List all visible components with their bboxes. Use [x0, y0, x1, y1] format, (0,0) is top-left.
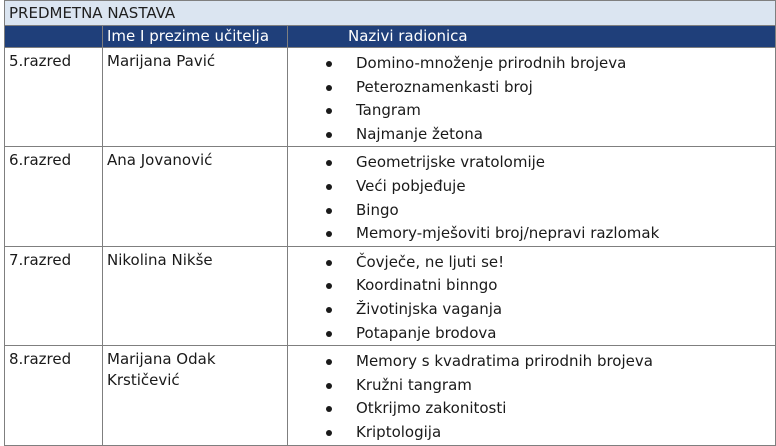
bullet-icon — [326, 208, 332, 214]
workshop-name: Potapanje brodova — [356, 323, 497, 342]
header-grade — [5, 26, 103, 48]
workshop-name: Otkrijmo zakonitosti — [356, 399, 507, 418]
bullet-icon — [326, 307, 332, 313]
list-item — [288, 274, 775, 298]
bullet-icon — [326, 283, 332, 289]
workshop-name: Koordinatni binngo — [356, 276, 498, 295]
teacher-cell: Ana Jovanović — [103, 147, 288, 246]
title-row — [5, 1, 776, 26]
list-item — [288, 175, 775, 199]
workshop-name: Memory s kvadratima prirodnih brojeva — [356, 352, 653, 371]
list-item — [288, 421, 775, 445]
list-item — [288, 374, 775, 398]
bullet-icon — [326, 160, 332, 166]
grade-cell: 6.razred — [5, 147, 103, 246]
workshop-list — [288, 48, 775, 146]
list-item — [288, 123, 775, 147]
workshops-table — [4, 0, 776, 446]
workshop-name: Veći pobjeđuje — [356, 176, 466, 195]
list-item — [288, 397, 775, 421]
bullet-icon — [326, 406, 332, 412]
workshop-name: Bingo — [356, 200, 399, 219]
header-row — [5, 26, 776, 48]
workshop-name: Memory-mješoviti broj/nepravi razlomak — [356, 224, 660, 243]
bullet-icon — [326, 132, 332, 138]
workshops-cell — [288, 346, 776, 445]
bullet-icon — [326, 260, 332, 266]
header-teacher: Ime I prezime učitelja — [103, 26, 288, 48]
workshop-name: Domino-množenje prirodnih brojeva — [356, 54, 627, 72]
workshop-name: Kružni tangram — [356, 375, 472, 394]
table-row — [5, 147, 776, 246]
list-item — [288, 251, 775, 275]
header-workshops: Nazivi radionica — [288, 26, 776, 48]
list-item — [288, 350, 775, 374]
list-item — [288, 199, 775, 223]
bullet-icon — [326, 85, 332, 91]
teacher-cell: Marijana Pavić — [103, 48, 288, 147]
workshop-name: Životinjska vaganja — [356, 299, 503, 318]
grade-cell: 8.razred — [5, 346, 103, 445]
workshop-name: Kriptologija — [356, 422, 442, 441]
list-item — [288, 151, 775, 175]
list-item — [288, 222, 775, 246]
table-title: PREDMETNA NASTAVA — [5, 1, 776, 26]
bullet-icon — [326, 231, 332, 237]
bullet-icon — [326, 359, 332, 365]
teacher-cell: Nikolina Nikše — [103, 246, 288, 345]
table-row — [5, 246, 776, 345]
workshops-cell — [288, 147, 776, 246]
list-item — [288, 76, 775, 100]
list-item — [288, 322, 775, 346]
workshop-name: Geometrijske vratolomije — [356, 153, 546, 172]
list-item — [288, 298, 775, 322]
workshops-cell — [288, 246, 776, 345]
bullet-icon — [326, 383, 332, 389]
workshop-name: Najmanje žetona — [356, 124, 483, 143]
grade-cell: 5.razred — [5, 48, 103, 147]
table-row — [5, 346, 776, 445]
list-item — [288, 52, 775, 76]
table-row — [5, 48, 776, 147]
bullet-icon — [326, 108, 332, 114]
workshops-cell — [288, 48, 776, 147]
workshop-name: Tangram — [356, 101, 421, 120]
bullet-icon — [326, 61, 332, 67]
list-item — [288, 99, 775, 123]
workshop-name: Čovječe, ne ljuti se! — [356, 252, 505, 271]
bullet-icon — [326, 184, 332, 190]
grade-cell: 7.razred — [5, 246, 103, 345]
bullet-icon — [326, 430, 332, 436]
teacher-cell: Marijana Odak Krstičević — [103, 346, 288, 445]
workshop-list — [288, 147, 775, 245]
workshop-list — [288, 346, 775, 444]
bullet-icon — [326, 331, 332, 337]
workshop-list — [288, 247, 775, 345]
workshop-name: Peteroznamenkasti broj — [356, 77, 533, 96]
